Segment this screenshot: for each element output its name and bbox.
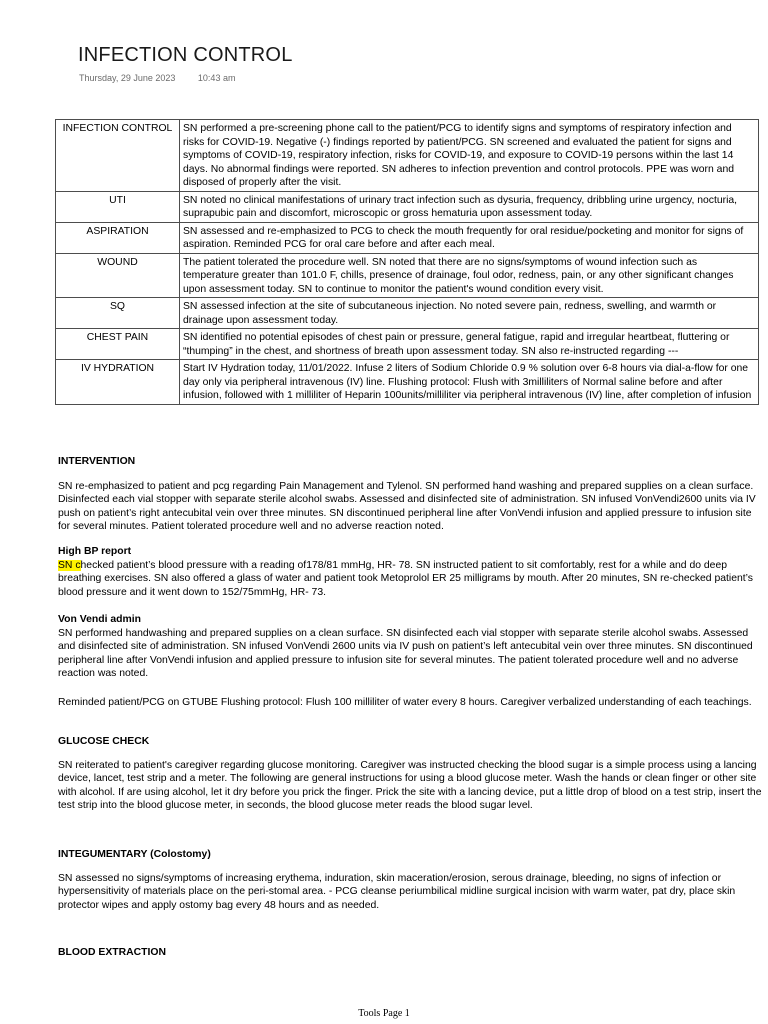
integumentary-text: SN assessed no signs/symptoms of increasing erythema, induration, skin maceration/erosion, serous drainage, bleeding, no signs of infection or hypersensitivity of materials place on the peri-stomal area. - PCG cleanse periumbilical midline surgical incision with warm water, pat dry, place skin protector wipes and apply ostomy bag every 48 hours and as needed.: [58, 872, 736, 911]
row-text: The patient tolerated the procedure well. SN noted that there are no signs/symptoms of wound infection such as temperature greater than 101.0 F, chills, presence of drainage, foul odor, redness, pain, or any other significant changes upon assessment today. SN to continue to monitor the patient's wound condition every visit.: [180, 253, 759, 298]
glucose-text: SN reiterated to patient's caregiver regarding glucose monitoring. Caregiver was instructed checking the blood sugar is a simple process using a lancing device, lancet, test strip and a meter. The following are general instructions for using a blood glucose meter. Wash the hands or clean finger or other site with alcohol. If are using alcohol, let it dry before you prick the finger. Prick the site with a lancing device, put a little drop of blood on a test strip, insert the test strip into the blood glucose meter, in seconds, the blood glucose meter reads the blood sugar level.: [58, 759, 762, 811]
row-text: SN identified no potential episodes of chest pain or pressure, general fatigue, rapid and irregular heartbeat, fluttering or “thumping” in the chest, and shortness of breath upon assessment today. SN also re-instructed regarding ---: [180, 329, 759, 360]
row-text: SN assessed infection at the site of subcutaneous injection. No noted severe pain, redness, swelling, and warmth or drainage upon assessment today.: [180, 298, 759, 329]
highlighted-text: SN c: [58, 559, 81, 571]
table-row: [56, 253, 759, 298]
page-footer: Tools Page 1: [358, 1008, 410, 1019]
high-bp-text: hecked patient’s blood pressure with a reading of178/81 mmHg, HR- 78. SN instructed patient to sit comfortably, rest for a while and do deep breathing exercises. SN also offered a glass of water and patient took Metoprolol ER 25 milligrams by mouth. After 20 minutes, SN re-checked patient’s blood pressure and it went down to 152/75mmHg, HR- 73.: [58, 559, 753, 598]
table-row: [56, 329, 759, 360]
high-bp-section: [58, 545, 762, 599]
intervention-heading: INTERVENTION: [58, 456, 136, 467]
table-row: [56, 120, 759, 192]
table-row: [56, 360, 759, 405]
high-bp-heading: High BP report: [58, 546, 132, 557]
page-title: INFECTION CONTROL: [78, 44, 293, 66]
page-meta: [79, 73, 235, 83]
row-label: WOUND: [56, 253, 180, 298]
intervention-section: [58, 455, 762, 534]
gtube-text: Reminded patient/PCG on GTUBE Flushing protocol: Flush 100 milliliter of water every 8 hours. Caregiver verbalized understanding of each teachings.: [58, 697, 752, 708]
row-label: UTI: [56, 191, 180, 222]
gtube-section: [58, 696, 762, 710]
row-text: SN assessed and re-emphasized to PCG to check the mouth frequently for oral residue/pocketing and monitor for signs of aspiration. Reminded PCG for oral care before and after each meal.: [180, 222, 759, 253]
infection-control-table: [55, 119, 759, 405]
row-text: SN noted no clinical manifestations of urinary tract infection such as dysuria, frequency, dribbling urine urgency, nocturia, suprapubic pain and discomfort, microscopic or gross hematuria upon assessment today.: [180, 191, 759, 222]
von-vendi-section: [58, 613, 762, 681]
table-row: [56, 191, 759, 222]
row-label: IV HYDRATION: [56, 360, 180, 405]
high-bp-text-block: [58, 559, 762, 600]
table-row: [56, 298, 759, 329]
von-vendi-heading: Von Vendi admin: [58, 614, 141, 625]
integumentary-section: [58, 848, 762, 912]
row-label: CHEST PAIN: [56, 329, 180, 360]
glucose-heading: GLUCOSE CHECK: [58, 736, 150, 747]
page-time: 10:43 am: [197, 73, 236, 83]
page-date: Thursday, 29 June 2023: [79, 73, 176, 83]
row-label: SQ: [56, 298, 180, 329]
table-row: [56, 222, 759, 253]
blood-extraction-section: [58, 946, 762, 960]
glucose-section: [58, 735, 762, 813]
integumentary-heading: INTEGUMENTARY (Colostomy): [58, 849, 211, 860]
row-label: ASPIRATION: [56, 222, 180, 253]
row-text: SN performed a pre-screening phone call to the patient/PCG to identify signs and symptoms of respiratory infection and risks for COVID-19. Negative (-) findings reported by patient/PCG. SN screened and evaluated the patient for signs and symptoms of COVID-19, respiratory infection, risks for COVID-19, and exposure to COVID-19 persons within the last 14 days. No abnormal findings were reported. SN adheres to infection prevention and control protocols. PPE was worn and disposed of properly after the visit.: [180, 120, 759, 192]
intervention-text: SN re-emphasized to patient and pcg regarding Pain Management and Tylenol. SN performed hand washing and prepared supplies on a clean surface. Disinfected each vial stopper with separate sterile alcohol swabs. Assessed and disinfected site of administration. SN infused VonVendi2600 units via IV push on patient’s right antecubital vein over three minutes. SN discontinued peripheral line after VonVendi infusion and applied pressure to infusion site for several minutes. Patient tolerated procedure well and no adverse reaction noted.: [58, 480, 756, 532]
von-vendi-text: SN performed handwashing and prepared supplies on a clean surface. SN disinfected each vial stopper with separate sterile alcohol swabs. Assessed and disinfected site of administration. SN infused VonVendi 2600 units via IV push on patient’s left antecubital vein over three minutes. SN discontinued peripheral line after VonVendi infusion and applied pressure to infusion site for several minutes. The patient tolerated procedure well and no adverse reaction was noted.: [58, 627, 753, 679]
row-label: INFECTION CONTROL: [56, 120, 180, 192]
blood-extraction-heading: BLOOD EXTRACTION: [58, 947, 166, 958]
row-text: Start IV Hydration today, 11/01/2022. Infuse 2 liters of Sodium Chloride 0.9 % solution over 6-8 hours via dial-a-flow for one day only via peripheral intravenous (IV) line. Flushing protocol: Flush with 3milliliters of Normal saline before and after infusion, followed with 1 milliliter of Heparin 100units/milliliter via peripheral intravenous (IV) line, after completion of infusion: [180, 360, 759, 405]
